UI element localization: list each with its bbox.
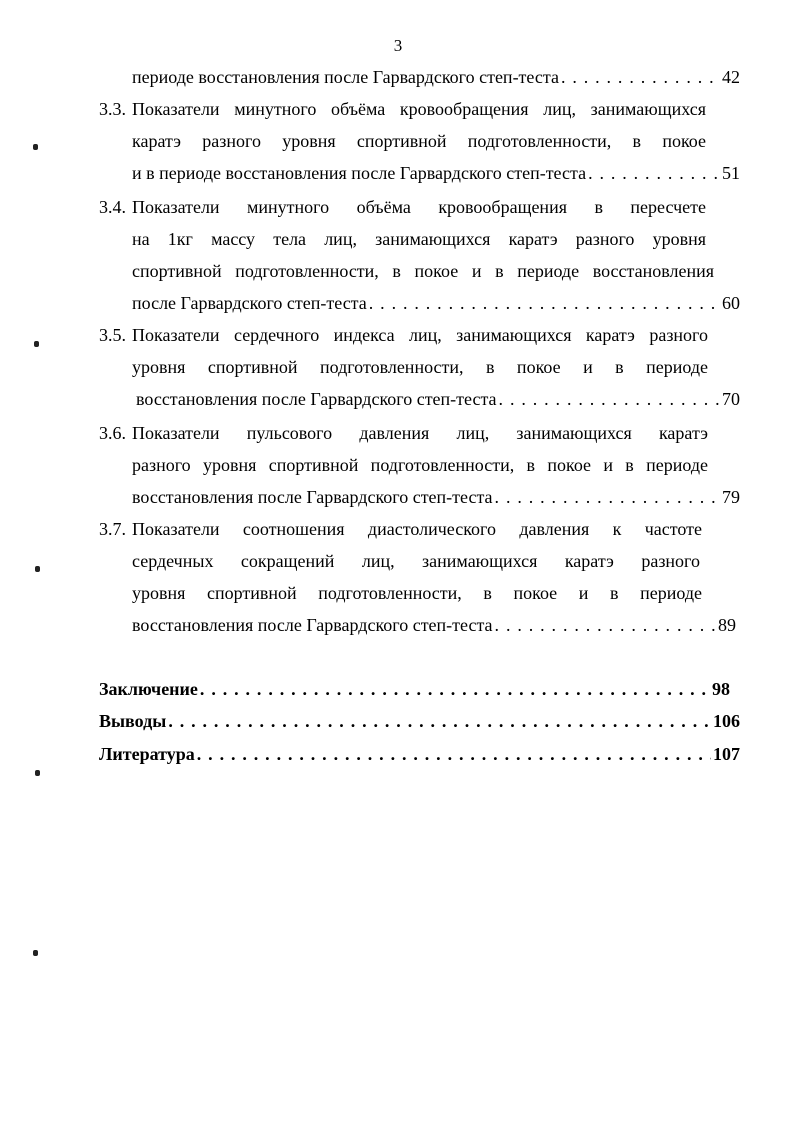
toc-entry-3-6-line-1: 3.6. Показатели пульсового давления лиц, занимающихся каратэ [132, 418, 708, 448]
toc-entry-3-4-line-2: на 1кг массу тела лиц, занимающихся каратэ разного уровня [132, 229, 706, 249]
toc-section-conclusion [99, 674, 730, 704]
toc-entry-3-4-line-4: после Гарвардского степ-теста . . . 60 [132, 288, 740, 318]
dot-leader [197, 739, 711, 769]
toc-page-number: 60 [722, 293, 740, 313]
toc-page-number: 89 [718, 615, 736, 635]
dot-leader [200, 674, 710, 704]
scan-mark [33, 950, 38, 956]
scan-mark [35, 566, 40, 572]
toc-entry-3-7-line-2: сердечных сокращений лиц, занимающихся каратэ разного [132, 551, 700, 571]
dot-leader [168, 706, 711, 736]
toc-page-number: 70 [722, 389, 740, 409]
toc-section-title: Литература [99, 744, 195, 764]
toc-entry-3-7-line-4: восстановления после Гарвардского степ-теста . . . 89 [132, 610, 736, 640]
toc-entry-3-4-line-1: 3.4. Показатели минутного объёма кровообращения в пересчете [132, 192, 706, 222]
dot-leader [499, 384, 720, 414]
toc-entry-3-3-line-3: и в периоде восстановления после Гарвардского степ-теста . . . 51 [132, 158, 740, 188]
toc-page-number: 107 [713, 744, 740, 764]
toc-section-title: Заключение [99, 679, 198, 699]
toc-section-literature [99, 739, 740, 769]
toc-entry-3-7-line-1: 3.7. Показатели соотношения диастолического давления к частоте [132, 514, 702, 544]
toc-entry-3-5-line-1: 3.5. Показатели сердечного индекса лиц, занимающихся каратэ разного [132, 320, 708, 350]
toc-entry-3-4-line-3: спортивной подготовленности, в покое и в периоде восстановления [132, 261, 714, 281]
toc-entry-number: 3.4. [99, 197, 126, 217]
toc-page-number: 42 [722, 67, 740, 87]
dot-leader [561, 62, 720, 92]
toc-continuation [132, 62, 740, 92]
toc-entry-number: 3.5. [99, 325, 126, 345]
toc-page-number: 51 [722, 163, 740, 183]
toc-section-conclusions [99, 706, 740, 736]
page-number: 3 [393, 36, 403, 55]
toc-page-number: 79 [722, 487, 740, 507]
dot-leader [495, 482, 720, 512]
toc-entry-3-5-line-2: уровня спортивной подготовленности, в покое и в периоде [132, 357, 708, 377]
toc-entry-3-3-line-2: каратэ разного уровня спортивной подготовленности, в покое [132, 131, 706, 151]
scan-mark [35, 770, 40, 776]
toc-entry-3-6-line-2: разного уровня спортивной подготовленности, в покое и в периоде [132, 455, 708, 475]
toc-line-text: периоде восстановления после Гарвардского степ-теста [132, 67, 559, 87]
toc-page-number: 106 [713, 711, 740, 731]
dot-leader [588, 158, 720, 188]
toc-entry-number: 3.6. [99, 423, 126, 443]
toc-entry-3-7-line-3: уровня спортивной подготовленности, в покое и в периоде [132, 583, 702, 603]
dot-leader [369, 288, 720, 318]
toc-entry-3-6-line-3: восстановления после Гарвардского степ-теста . . . 79 [132, 482, 740, 512]
toc-entry-3-3-line-1: 3.3. Показатели минутного объёма кровообращения лиц, занимающихся [132, 94, 706, 124]
toc-entry-number: 3.3. [99, 99, 126, 119]
scan-mark [34, 341, 39, 347]
scan-mark [33, 144, 38, 150]
toc-entry-number: 3.7. [99, 519, 126, 539]
dot-leader [495, 610, 716, 640]
toc-page-number: 98 [712, 679, 730, 699]
toc-section-title: Выводы [99, 711, 167, 731]
toc-entry-3-5-line-3: восстановления после Гарвардского степ-теста . . . 70 [136, 384, 740, 414]
